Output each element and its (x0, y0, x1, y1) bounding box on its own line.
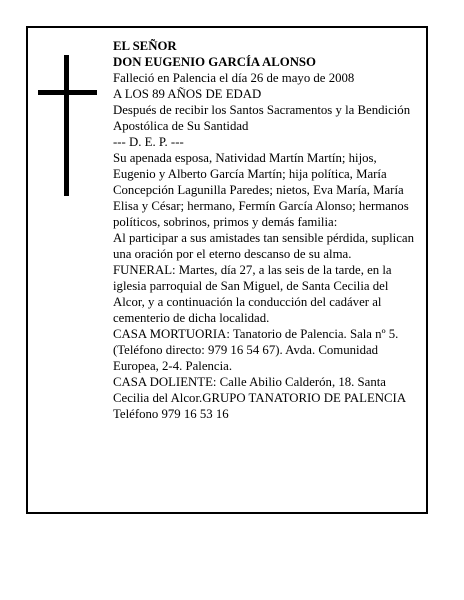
family-paragraph: Su apenada esposa, Natividad Martín Martín; hijos, Eugenio y Alberto García Martín; hija política, María Concepción Lagunilla Paredes; nietos, Eva María, María Elisa y César; hermano, Fermín García Alonso; hermanos políticos, sobrinos, primos y demás familia: (113, 151, 409, 229)
mortuary-paragraph: CASA MORTUORIA: Tanatorio de Palencia. Sala nº 5. (Teléfono directo: 979 16 54 67). Avda. Comunidad Europea, 2-4. Palencia. (113, 327, 399, 373)
rip-line: --- D. E. P. --- (113, 135, 184, 149)
cross-vertical-bar (64, 55, 69, 196)
death-place-date: Falleció en Palencia el día 26 de mayo de 2008 (113, 71, 355, 85)
mourning-house-paragraph: CASA DOLIENTE: Calle Abilio Calderón, 18. Santa Cecilia del Alcor.GRUPO TANATORIO DE PALENCIA (113, 375, 407, 405)
obituary-text (113, 38, 415, 422)
funeral-paragraph: FUNERAL: Martes, día 27, a las seis de la tarde, en la iglesia parroquial de San Miguel, de Santa Cecilia del Alcor, y a continuación la conducción del cadáver al cementerio de dicha localidad. (113, 263, 392, 325)
cross-horizontal-bar (38, 90, 97, 95)
request-paragraph: Al participar a sus amistades tan sensible pérdida, suplican una oración por el eterno descanso de su alma. (113, 231, 414, 261)
sacraments-line: Después de recibir los Santos Sacramentos y la Bendición Apostólica de Su Santidad (113, 103, 411, 133)
age-line: A LOS 89 AÑOS DE EDAD (113, 87, 262, 101)
phone-line: Teléfono 979 16 53 16 (113, 407, 229, 421)
deceased-name: DON EUGENIO GARCÍA ALONSO (113, 55, 317, 69)
heading-title: EL SEÑOR (113, 39, 177, 53)
